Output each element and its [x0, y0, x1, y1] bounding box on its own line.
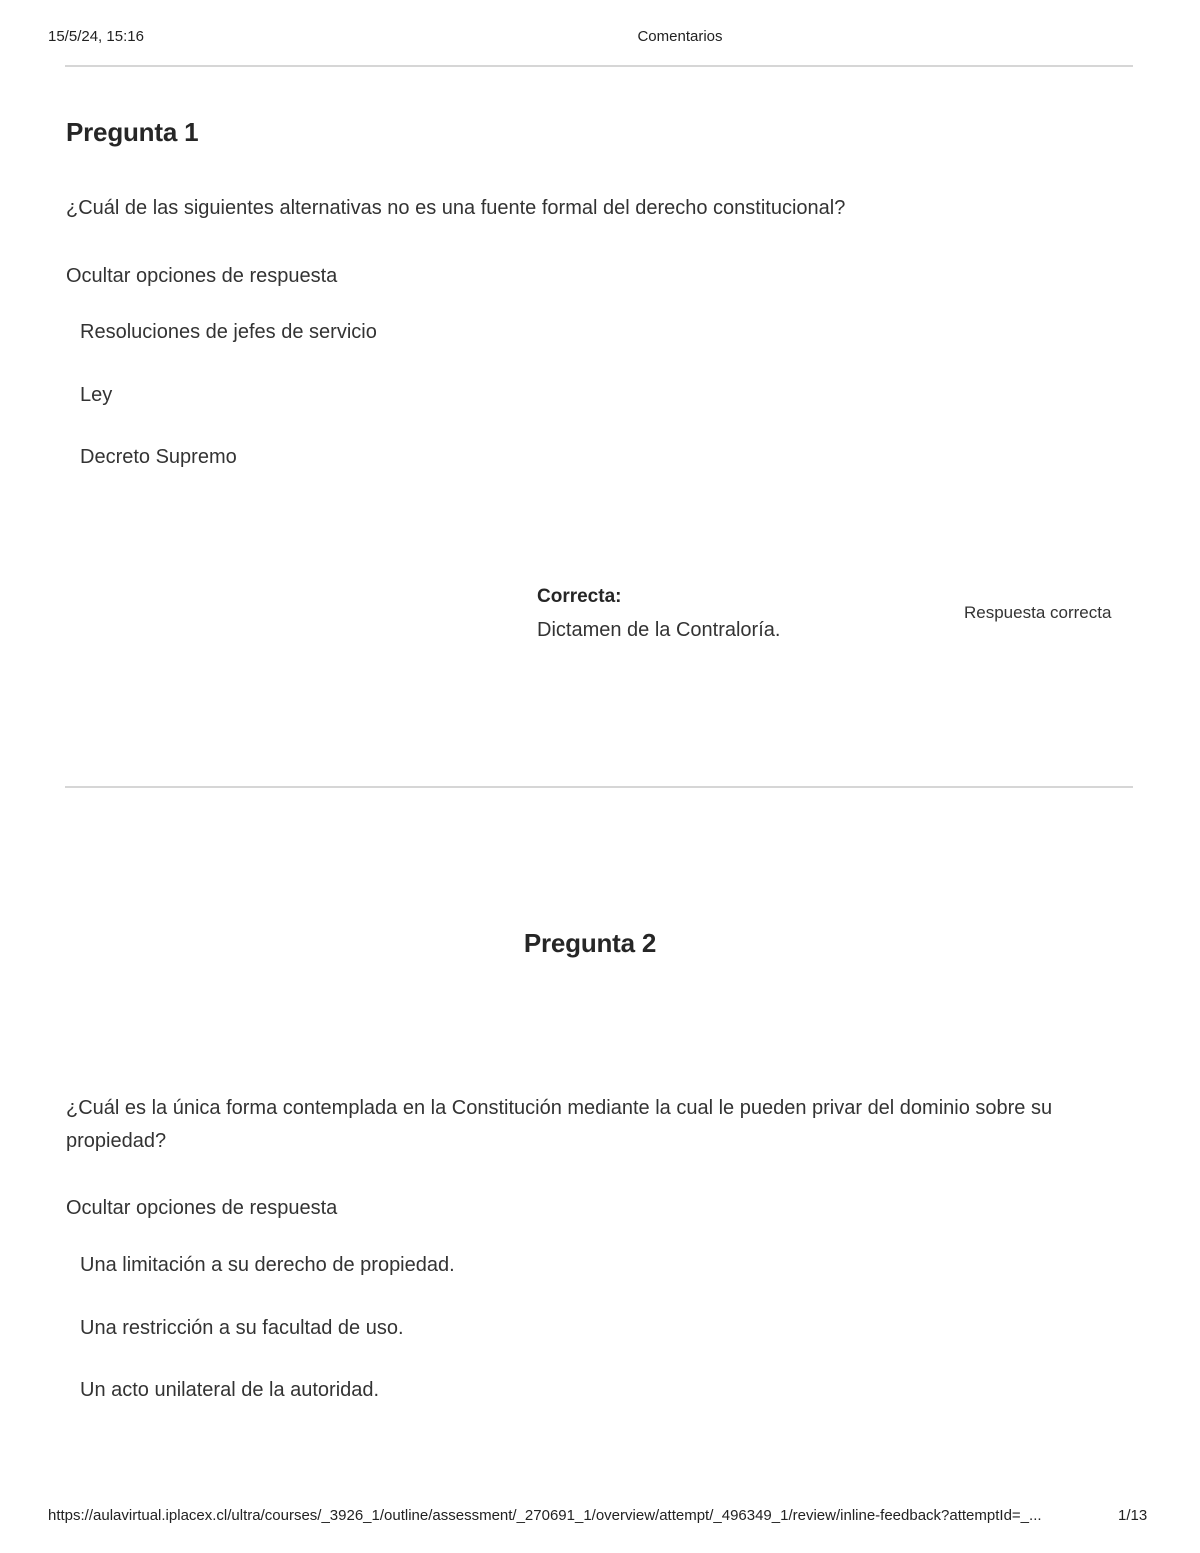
answer-option: Resoluciones de jefes de servicio [80, 321, 377, 343]
question-1-title: Pregunta 1 [66, 117, 199, 147]
correct-answer-label: Correcta: [537, 586, 622, 607]
answer-option: Decreto Supremo [80, 446, 237, 468]
answer-option: Un acto unilateral de la autoridad. [80, 1379, 380, 1401]
answer-option: Una limitación a su derecho de propiedad. [80, 1254, 455, 1276]
question-2-text: ¿Cuál es la única forma contemplada en la Constitución mediante la cual le pueden privar del dominio sobre su propiedad? [66, 1097, 1053, 1152]
print-page-number: 1/13 [1118, 1507, 1148, 1524]
result-status: Respuesta correcta [964, 603, 1112, 622]
print-datetime: 15/5/24, 15:16 [48, 28, 144, 45]
question-divider [65, 786, 1133, 788]
question-1-text: ¿Cuál de las siguientes alternativas no es una fuente formal del derecho constitucional? [66, 197, 846, 219]
question-2-title: Pregunta 2 [523, 928, 657, 958]
hide-answer-options-toggle[interactable]: Ocultar opciones de respuesta [66, 1197, 338, 1219]
hide-answer-options-toggle[interactable]: Ocultar opciones de respuesta [66, 265, 338, 287]
print-page-url: https://aulavirtual.iplacex.cl/ultra/courses/_3926_1/outline/assessment/_270691_1/overview/attempt/_496349_1/review/inline-feedback?attemptId=_... [48, 1507, 1042, 1524]
top-divider [65, 65, 1133, 67]
print-page-title: Comentarios [637, 28, 723, 45]
answer-option: Una restricción a su facultad de uso. [80, 1317, 404, 1339]
correct-answer-text: Dictamen de la Contraloría. [537, 619, 781, 641]
answer-option: Ley [80, 384, 113, 406]
